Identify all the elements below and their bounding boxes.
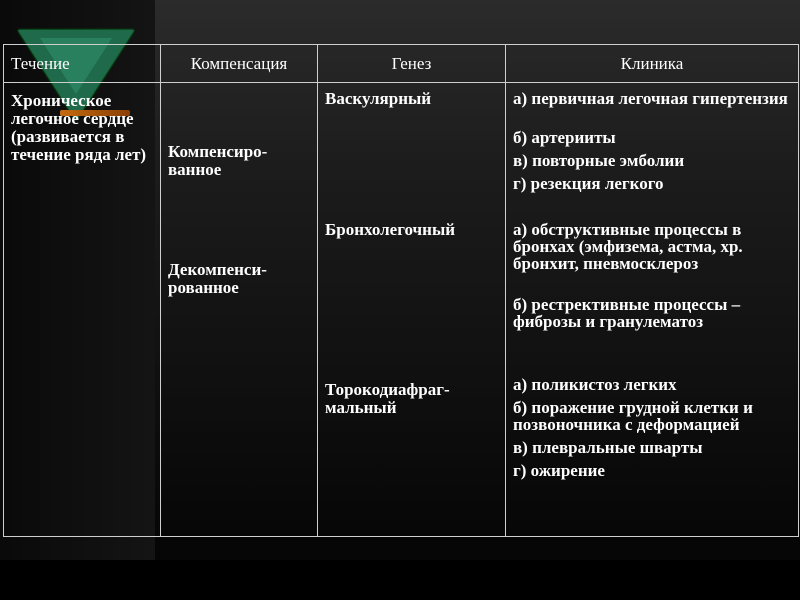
table-row <box>4 83 799 537</box>
genesis-bronchopulmonary: Бронхолегочный <box>325 220 456 239</box>
compensation-cell <box>161 83 318 537</box>
genesis-vascular: Васкулярный <box>325 89 432 108</box>
list-item: б) рестрективные процессы – фиброзы и гранулематоз <box>513 295 741 331</box>
genesis-cell <box>318 83 506 537</box>
header-genesis: Генез <box>318 45 506 83</box>
list-item: а) обструктивные процессы в бронхах (эмфизема, астма, хр. бронхит, пневмосклероз <box>513 220 743 273</box>
compensated-text: Компенсиро-ванное <box>168 142 268 179</box>
header-clinic: Клиника <box>506 45 799 83</box>
pulmonary-heart-table <box>3 44 799 537</box>
list-item: в) плевральные шварты <box>513 438 703 457</box>
decompensated-text: Декомпенси-рованное <box>168 260 267 297</box>
list-item: а) поликистоз легких <box>513 375 677 394</box>
list-item: б) поражение грудной клетки и позвоночника с деформацией <box>513 398 753 434</box>
list-item: б) артерииты <box>513 128 616 147</box>
list-item: а) первичная легочная гипертензия <box>513 89 788 108</box>
list-item: в) повторные эмболии <box>513 151 685 170</box>
list-item: г) ожирение <box>513 461 605 480</box>
genesis-thoracodiaphragmatic: Торокодиафраг-мальный <box>325 380 450 417</box>
header-compensation: Компенсация <box>161 45 318 83</box>
course-text: Хроническое легочное сердце (развивается в течение ряда лет) <box>11 91 147 164</box>
clinic-cell <box>506 83 799 537</box>
header-course: Течение <box>4 45 161 83</box>
list-item: г) резекция легкого <box>513 174 664 193</box>
table-header-row <box>4 45 799 83</box>
course-cell <box>4 83 161 537</box>
